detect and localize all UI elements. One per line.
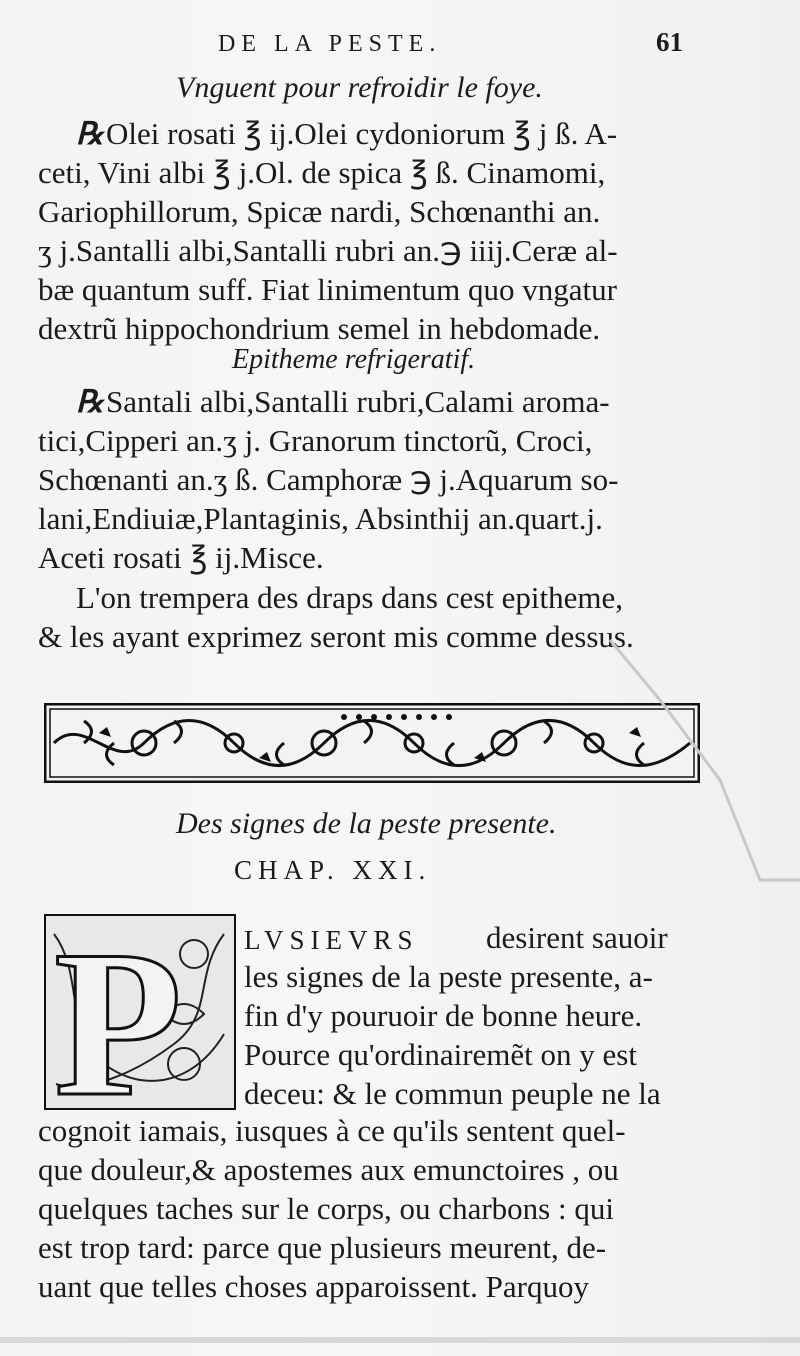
recipe-line: dextrũ hippochondrium semel in hebdomade. — [38, 311, 601, 346]
chapter-title: Des signes de la peste presente. — [176, 807, 557, 840]
recipe-line: bæ quantum suff. Fiat linimentum quo vngatur — [38, 272, 617, 307]
recipe-line: Olei rosati ℥ ij.Olei cydoniorum ℥ j ß. A- — [106, 116, 618, 151]
paragraph-line: L'on trempera des draps dans cest epitheme, — [76, 580, 624, 615]
recipe-line: ʒ j.Santalli albi,Santalli rubri an.℈ iiij.Ceræ al- — [38, 233, 618, 268]
chapter-lead-word: LVSIEVRS — [244, 925, 419, 955]
decorated-initial-icon — [44, 914, 236, 1110]
recipe-line: Schœnanti an.ʒ ß. Camphoræ ℈ j.Aquarum so- — [38, 462, 619, 497]
chapter-line: que douleur,& apostemes aux emunctoires , ou — [38, 1152, 619, 1187]
initial-letter: P — [54, 914, 183, 1110]
recipe-symbol-icon: ℞ — [76, 384, 104, 419]
page-number: 61 — [656, 27, 683, 57]
ornamental-headpiece-icon — [44, 703, 700, 783]
chapter-line: cognoit iamais, iusques à ce qu'ils sentent quel- — [38, 1113, 626, 1148]
recipe-line: lani,Endiuiæ,Plantaginis, Absinthij an.quart.j. — [38, 501, 603, 536]
chapter-line: uant que telles choses apparoissent. Parquoy — [38, 1269, 589, 1304]
paragraph-line: & les ayant exprimez seront mis comme dessus. — [38, 619, 634, 654]
chapter-line: les signes de la peste presente, a- — [244, 959, 653, 994]
chapter-line: Pource qu'ordinairemẽt on y est — [244, 1037, 637, 1072]
recipe-heading-unguent: Vnguent pour refroidir le foye. — [176, 71, 543, 104]
recipe-line: ceti, Vini albi ℥ j.Ol. de spica ℥ ß. Cinamomi, — [38, 155, 606, 190]
chapter-line: desirent sauoir — [486, 920, 668, 955]
recipe-heading-epitheme: Epitheme refrigeratif. — [232, 344, 476, 375]
chapter-line: fin d'y pouruoir de bonne heure. — [244, 998, 643, 1033]
recipe-line: Gariophillorum, Spicæ nardi, Schœnanthi an. — [38, 194, 601, 229]
chapter-number: CHAP. XXI. — [234, 855, 432, 885]
recipe-symbol-icon: ℞ — [76, 116, 104, 151]
recipe-line: Aceti rosati ℥ ij.Misce. — [38, 540, 324, 575]
chapter-line: est trop tard: parce que plusieurs meurent, de- — [38, 1230, 607, 1265]
chapter-line: quelques taches sur le corps, ou charbons : qui — [38, 1191, 614, 1226]
recipe-line: Santali albi,Santalli rubri,Calami aroma- — [106, 384, 610, 419]
running-head-title: DE LA PESTE. — [218, 31, 442, 57]
chapter-line: deceu: & le commun peuple ne la — [244, 1076, 661, 1111]
recipe-line: tici,Cipperi an.ʒ j. Granorum tinctorũ, Croci, — [38, 423, 593, 458]
